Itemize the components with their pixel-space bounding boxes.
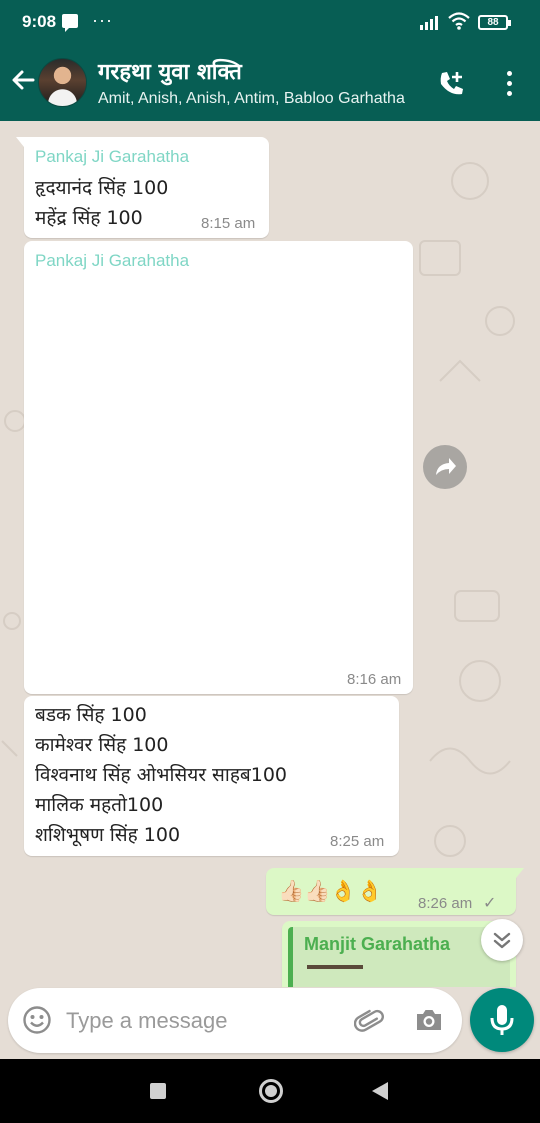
chat-header: [0, 44, 540, 121]
group-title[interactable]: गरहथा युवा शक्ति: [98, 60, 242, 85]
signal-icon: [420, 14, 440, 30]
message-time: 8:25 am: [330, 833, 385, 850]
message-time: 8:15 am: [201, 215, 256, 232]
group-members[interactable]: Amit, Anish, Anish, Antim, Babloo Garhatha: [98, 90, 405, 107]
composer-bar: [8, 988, 462, 1053]
more-vertical-icon[interactable]: [498, 68, 522, 100]
message-text-line: कामेश्वर सिंह 100: [35, 734, 169, 756]
message-text-line: महेंद्र सिंह 100: [35, 207, 143, 229]
message-time: 8:16 am: [347, 671, 402, 688]
outgoing-message-bubble[interactable]: [266, 868, 516, 915]
chat-area[interactable]: [0, 121, 540, 987]
mic-icon: [470, 988, 534, 1052]
status-time: 9:08: [22, 12, 57, 31]
message-bubble[interactable]: [24, 137, 269, 238]
message-sender: Pankaj Ji Garahatha: [35, 251, 190, 270]
message-text-line: शशिभूषण सिंह 100: [35, 824, 181, 846]
message-text-line: बडक सिंह 100: [35, 704, 147, 726]
message-notification-icon: [62, 14, 78, 28]
message-time: 8:26 am: [418, 895, 473, 912]
message-bubble[interactable]: [24, 696, 399, 856]
emoji-icon[interactable]: [22, 1005, 52, 1035]
more-notifications-icon: ···: [92, 10, 113, 30]
add-call-icon[interactable]: [436, 68, 468, 100]
wifi-icon: [448, 12, 470, 35]
image-message-bubble[interactable]: [24, 241, 413, 694]
system-navigation-bar: [0, 1059, 540, 1123]
message-text-line: मालिक महतो100: [35, 794, 164, 816]
status-bar: [0, 0, 540, 44]
quoted-preview-line: [307, 965, 363, 969]
message-input[interactable]: [66, 1001, 336, 1041]
quoted-sender: Manjit Garahatha: [304, 934, 451, 954]
image-placeholder[interactable]: [28, 277, 409, 687]
quoted-message[interactable]: [288, 927, 510, 987]
nav-back-button[interactable]: [372, 1082, 388, 1100]
message-text-line: हृदयानंद सिंह 100: [35, 177, 169, 199]
group-avatar[interactable]: [38, 58, 87, 107]
forward-icon[interactable]: [423, 445, 467, 489]
camera-icon[interactable]: [414, 1006, 444, 1034]
recent-apps-button[interactable]: [150, 1083, 166, 1099]
scroll-to-bottom-button[interactable]: [481, 919, 523, 961]
battery-icon: 88: [478, 15, 508, 30]
attach-icon[interactable]: [354, 1005, 386, 1037]
home-button[interactable]: [259, 1079, 283, 1103]
sent-check-icon: ✓: [483, 895, 497, 912]
message-sender: Pankaj Ji Garahatha: [35, 147, 190, 166]
mic-button[interactable]: [470, 988, 534, 1052]
message-emoji-text: 👍🏻👍🏻👌👌: [278, 879, 383, 903]
back-arrow-icon[interactable]: [8, 66, 38, 96]
message-text-line: विश्वनाथ सिंह ओभसियर साहब100: [35, 764, 288, 786]
